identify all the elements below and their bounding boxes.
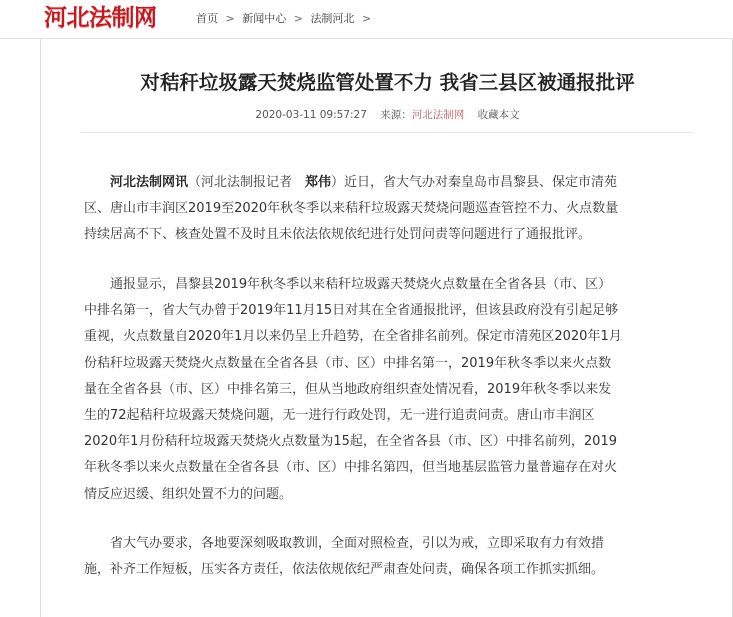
breadcrumb-hebei-law[interactable]: 法制河北 (310, 12, 355, 25)
paragraph-3 (84, 531, 700, 583)
breadcrumb-separator: > (293, 12, 303, 25)
breadcrumb-separator: > (225, 12, 235, 25)
reporter-name: 郑伟 (305, 175, 332, 190)
breadcrumb-news-center[interactable]: 新闻中心 (242, 12, 287, 25)
paragraph-line: 情反应迟缓、组织处置不力的问题。 (84, 486, 293, 502)
paragraph-line: 年秋冬季以来火点数量在全省各县（市、区）中排名第四，但当地基层监管力量普遍存在对火 (84, 460, 618, 476)
breadcrumb-home[interactable]: 首页 (196, 12, 218, 25)
reporter-prefix: （河北法制报记者 (188, 175, 306, 190)
breadcrumb (196, 11, 375, 27)
divider (81, 132, 694, 133)
publish-datetime: 2020-03-11 09:57:27 (255, 109, 367, 121)
paragraph-line: 生的72起秸秆垃圾露天焚烧问题，无一进行行政处罚，无一进行追责问责。唐山市丰润区 (84, 407, 595, 423)
article-container (40, 39, 733, 617)
paragraph-line (84, 170, 700, 196)
site-header (0, 0, 733, 39)
paragraph-line: 区、唐山市丰润区2019至2020年秋冬季以来秸秆垃圾露天焚烧问题巡查管控不力、火点数量 (84, 201, 619, 217)
paragraph-line: 施，补齐工作短板，压实各方责任，依法依规依纪严肃查处问责，确保各项工作抓实抓细。 (84, 562, 605, 578)
source-label: 来源： (380, 109, 412, 121)
breadcrumb-separator: > (361, 12, 372, 25)
paragraph-line: 量在全省各县（市、区）中排名第三，但从当地政府组织查处情况看，2019年秋冬季以来发 (84, 381, 612, 397)
article-meta (41, 108, 733, 123)
bookmark-button[interactable]: 收藏本文 (477, 109, 520, 121)
paragraph-line: 重视，火点数量自2020年1月以来仍呈上升趋势，在全省排名前列。保定市清苑区2020年1月 (84, 329, 622, 345)
source-link[interactable]: 河北法制网 (411, 109, 465, 121)
article-title: 对秸秆垃圾露天焚烧监管处置不力 我省三县区被通报批评 (140, 71, 635, 94)
paragraph-line: 2020年1月份秸秆垃圾露天焚烧火点数量为15起，在全省各县（市、区）中排名前列，2019 (84, 434, 617, 450)
paragraph-line: 通报显示，昌黎县2019年秋冬季以来秸秆垃圾露天焚烧火点数量在全省各县（市、区） (110, 277, 612, 292)
paragraph-1 (84, 170, 700, 249)
news-lead: 河北法制网讯 (110, 175, 189, 190)
paragraph-line: 省大气办要求，各地要深刻吸取教训，全面对照检查，引以为戒，立即采取有力有效措 (110, 536, 605, 551)
paragraph-text: ）近日，省大气办对秦皇岛市昌黎县、保定市清苑 (331, 175, 618, 190)
site-logo[interactable]: 河北法制网 (44, 4, 157, 31)
paragraph-line: 中排名第一，省大气办曾于2019年11月15日对其在全省通报批评，但该县政府没有引起足够 (84, 303, 619, 319)
paragraph-line: 份秸秆垃圾露天焚烧火点数量在全省各县（市、区）中排名第一，2019年秋冬季以来火点数 (84, 355, 612, 371)
paragraph-2 (84, 272, 700, 508)
paragraph-line: 持续居高不下、核查处置不及时且未依法依规依纪进行处罚问责等问题进行了通报批评。 (84, 227, 592, 243)
